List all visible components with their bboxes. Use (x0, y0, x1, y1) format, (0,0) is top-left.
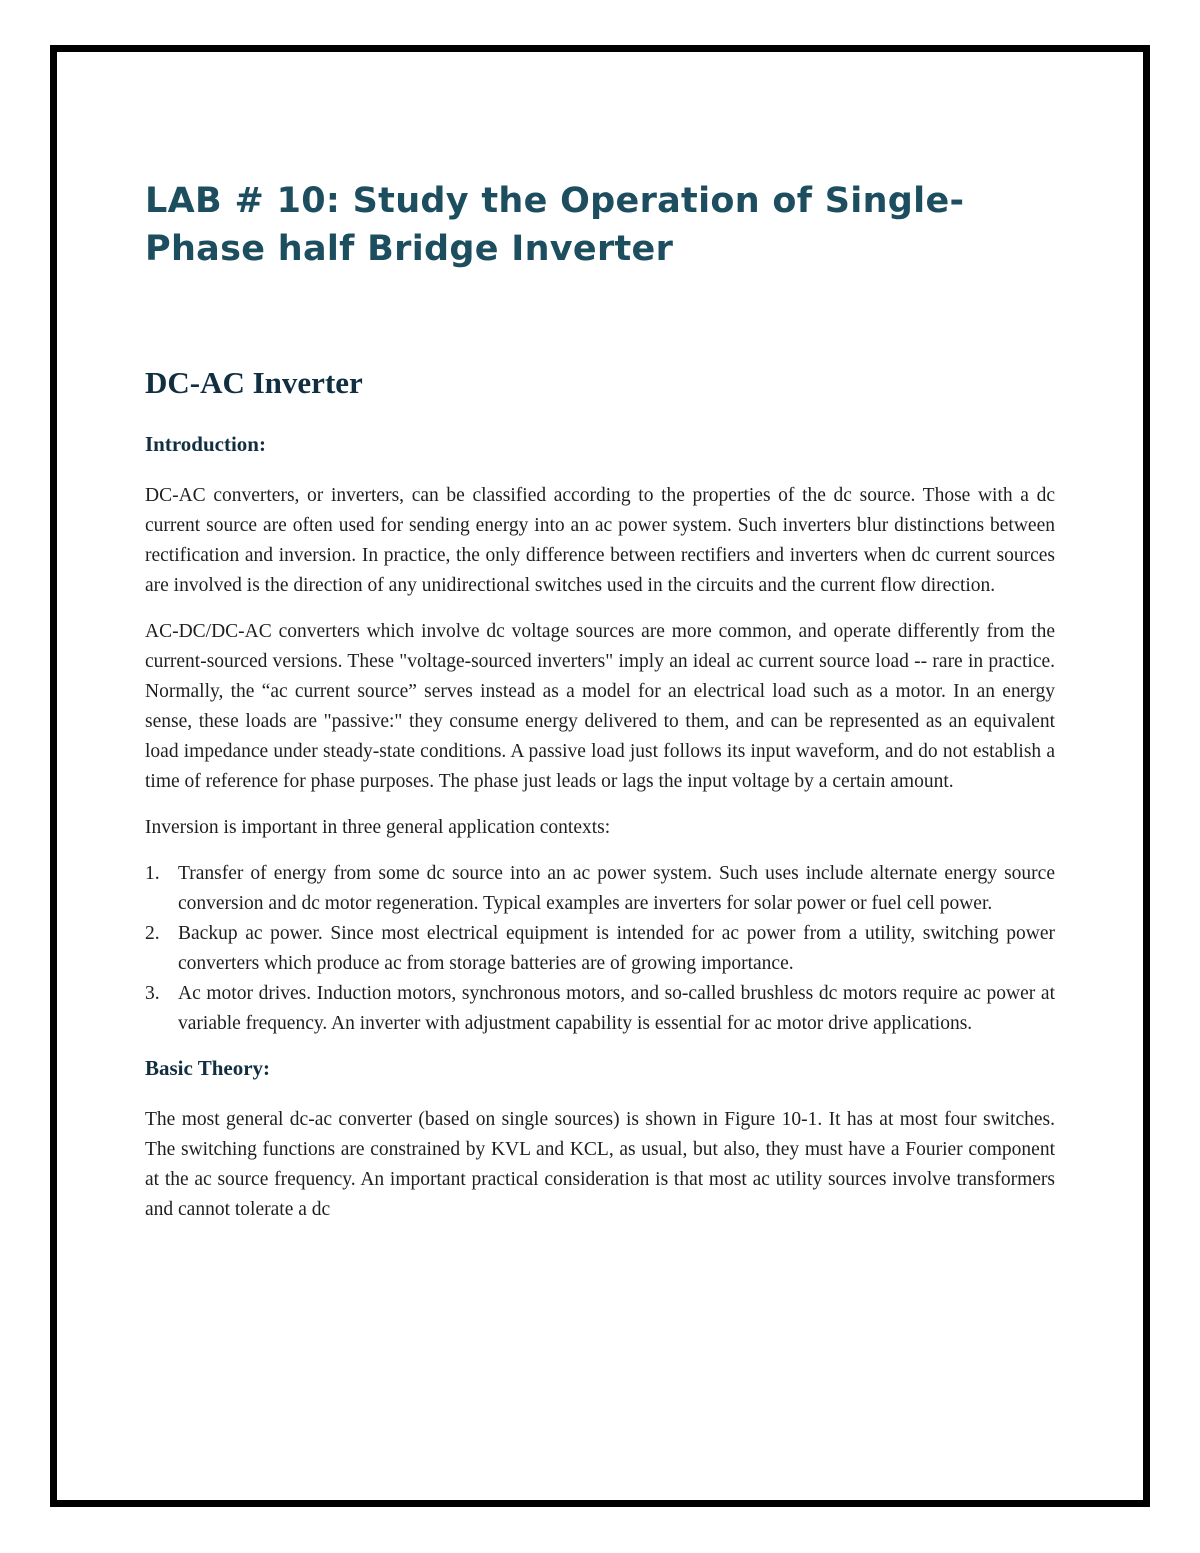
list-item-2-text: Backup ac power. Since most electrical equipment is intended for ac power from a utility, switching power converters which produce ac from storage batteries are of growing importance. (178, 923, 1055, 974)
lab-title: LAB # 10: Study the Operation of Single-Phase half Bridge Inverter (145, 181, 965, 269)
application-contexts-list (145, 859, 1055, 1039)
paragraph-intro-2: AC-DC/DC-AC converters which involve dc voltage sources are more common, and operate differently from the current-sourced versions. These "voltage-sourced inverters" imply an ideal ac current source load -- rare in practice. Normally, the “ac current source” serves instead as a model for an electrical load such as a motor. In an energy sense, these loads are "passive:" they consume energy delivered to them, and can be represented as an equivalent load impedance under steady-state conditions. A passive load just follows its input waveform, and do not establish a time of reference for phase purposes. The phase just leads or lags the input voltage by a certain amount. (145, 621, 1055, 792)
list-item-1-text: Transfer of energy from some dc source into an ac power system. Such uses include alternate energy source conversion and dc motor regeneration. Typical examples are inverters for solar power or fuel cell power. (178, 863, 1055, 914)
list-item-2 (145, 919, 1055, 979)
paragraph-intro-1: DC-AC converters, or inverters, can be classified according to the properties of the dc source. Those with a dc current source are often used for sending energy into an ac power system. Such inverters blur distinctions between rectification and inversion. In practice, the only difference between rectifiers and inverters when dc current sources are involved is the direction of any unidirectional switches used in the circuits and the current flow direction. (145, 485, 1055, 596)
dc-ac-inverter-heading: DC-AC Inverter (145, 365, 363, 400)
basic-theory-heading: Basic Theory: (145, 1056, 271, 1080)
paragraph-list-intro: Inversion is important in three general application contexts: (145, 817, 611, 838)
page-border-frame (50, 45, 1150, 1507)
paragraph-theory: The most general dc-ac converter (based on single sources) is shown in Figure 10-1. It has at most four switches. The switching functions are constrained by KVL and KCL, as usual, but also, they must have a Fourier component at the ac source frequency. An important practical consideration is that most ac utility sources involve transformers and cannot tolerate a dc (145, 1109, 1055, 1220)
list-marker-1: 1. (145, 863, 160, 884)
document-content (57, 52, 1143, 1225)
list-item-3 (145, 979, 1055, 1039)
list-marker-3: 3. (145, 983, 160, 1004)
list-item-3-text: Ac motor drives. Induction motors, synchronous motors, and so-called brushless dc motors require ac power at variable frequency. An inverter with adjustment capability is essential for ac motor drive applications. (178, 983, 1055, 1034)
list-item-1 (145, 859, 1055, 919)
introduction-heading: Introduction: (145, 432, 266, 456)
list-marker-2: 2. (145, 923, 160, 944)
